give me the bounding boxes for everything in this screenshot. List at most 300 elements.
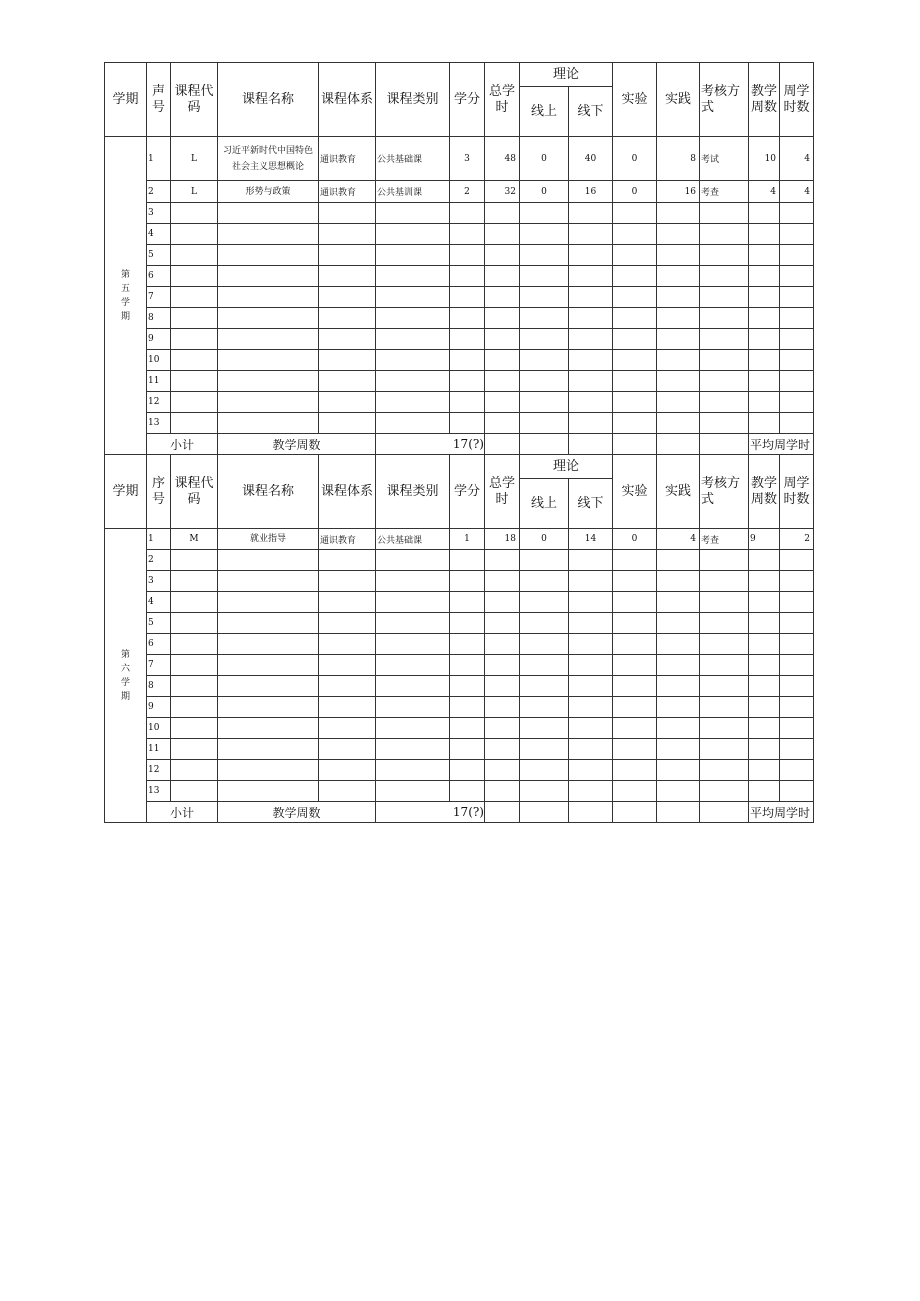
summary-empty-cell	[569, 802, 613, 823]
teaching-weeks	[749, 571, 780, 592]
teaching-weeks	[749, 203, 780, 224]
course-code	[171, 371, 218, 392]
assessment	[700, 392, 749, 413]
course-category	[376, 203, 450, 224]
header-practice	[657, 455, 700, 529]
weekly-hours	[780, 203, 814, 224]
course-category	[376, 413, 450, 434]
header-credit: 学分	[450, 63, 485, 137]
row-number: 11	[147, 739, 171, 760]
course-system	[319, 613, 376, 634]
offline-hours	[569, 739, 613, 760]
practice-hours	[657, 718, 700, 739]
term-label-char: 学	[120, 677, 130, 688]
assessment	[700, 550, 749, 571]
avg-weekly-hours-label: 平均周学时	[749, 434, 814, 455]
practice-hours	[657, 392, 700, 413]
table-row	[105, 760, 814, 781]
header-seq-part: 序	[151, 475, 165, 491]
assessment	[700, 371, 749, 392]
total-hours	[485, 655, 520, 676]
online-hours	[520, 203, 569, 224]
course-code	[171, 760, 218, 781]
experiment-hours	[613, 350, 657, 371]
credit: 1	[450, 529, 485, 550]
course-name	[218, 413, 319, 434]
teaching-weeks	[749, 308, 780, 329]
total-hours	[485, 413, 520, 434]
header-course-system: 课程体系	[319, 63, 376, 137]
total-hours	[485, 697, 520, 718]
practice-hours	[657, 266, 700, 287]
assessment	[700, 329, 749, 350]
header-assessment-part: 式	[701, 99, 715, 115]
online-hours	[520, 739, 569, 760]
experiment-hours	[613, 308, 657, 329]
summary-row	[105, 802, 814, 823]
experiment-hours	[613, 739, 657, 760]
offline-hours	[569, 676, 613, 697]
course-category	[376, 371, 450, 392]
teaching-weeks	[749, 224, 780, 245]
credit	[450, 676, 485, 697]
offline-hours	[569, 308, 613, 329]
total-hours: 48	[485, 137, 520, 181]
course-category: 公共基训课	[376, 181, 450, 203]
practice-hours	[657, 245, 700, 266]
header-course-system: 课程体系	[319, 455, 376, 529]
experiment-hours	[613, 329, 657, 350]
header-weekly-hours-part: 学	[796, 475, 810, 491]
header-seq-part: 号	[151, 99, 165, 115]
credit	[450, 350, 485, 371]
experiment-hours	[613, 781, 657, 802]
course-name	[218, 287, 319, 308]
weekly-hours	[780, 350, 814, 371]
course-code	[171, 350, 218, 371]
total-hours	[485, 571, 520, 592]
assessment: 考查	[700, 529, 749, 550]
course-name	[218, 739, 319, 760]
total-hours	[485, 350, 520, 371]
course-code	[171, 739, 218, 760]
weekly-hours: 4	[780, 181, 814, 203]
assessment	[700, 676, 749, 697]
course-code: L	[171, 137, 218, 181]
header-weekly-hours	[780, 63, 814, 137]
row-number: 10	[147, 350, 171, 371]
table-row	[105, 697, 814, 718]
credit	[450, 550, 485, 571]
header-course-category: 课程类别	[376, 63, 450, 137]
assessment	[700, 224, 749, 245]
course-name	[218, 592, 319, 613]
table-row	[105, 137, 814, 181]
header-practice-part: 践	[678, 483, 692, 499]
table-row	[105, 287, 814, 308]
header-total-hours-part: 时	[495, 99, 509, 115]
header-course-code-part: 码	[187, 491, 201, 507]
course-system	[319, 634, 376, 655]
table-row	[105, 203, 814, 224]
assessment	[700, 781, 749, 802]
avg-weekly-hours-label: 平均周学时	[749, 802, 814, 823]
practice-hours	[657, 655, 700, 676]
course-plan-sheet	[104, 62, 814, 823]
total-hours	[485, 329, 520, 350]
online-hours	[520, 697, 569, 718]
weekly-hours	[780, 266, 814, 287]
row-number: 13	[147, 781, 171, 802]
header-offline: 线下	[569, 87, 613, 137]
practice-hours: 16	[657, 181, 700, 203]
online-hours	[520, 392, 569, 413]
teaching-weeks: 10	[749, 137, 780, 181]
offline-hours	[569, 329, 613, 350]
header-term-part: 期	[125, 91, 139, 107]
practice-hours	[657, 550, 700, 571]
course-category	[376, 760, 450, 781]
header-assessment	[700, 63, 749, 137]
header-weekly-hours-part: 周	[783, 475, 797, 491]
teaching-weeks: 4	[749, 181, 780, 203]
course-code	[171, 308, 218, 329]
offline-hours	[569, 592, 613, 613]
row-number: 11	[147, 371, 171, 392]
online-hours	[520, 676, 569, 697]
course-plan-table	[104, 62, 814, 823]
online-hours	[520, 266, 569, 287]
table-row	[105, 308, 814, 329]
experiment-hours	[613, 266, 657, 287]
credit	[450, 592, 485, 613]
summary-empty-cell	[613, 802, 657, 823]
summary-empty-cell	[520, 802, 569, 823]
row-number: 12	[147, 392, 171, 413]
weekly-hours: 4	[780, 137, 814, 181]
summary-empty-cell	[485, 434, 520, 455]
experiment-hours: 0	[613, 137, 657, 181]
assessment: 考试	[700, 137, 749, 181]
teaching-weeks	[749, 550, 780, 571]
header-seq-part: 声	[151, 83, 165, 99]
offline-hours	[569, 413, 613, 434]
course-name	[218, 655, 319, 676]
assessment	[700, 413, 749, 434]
weekly-hours: 2	[780, 529, 814, 550]
row-number: 1	[147, 529, 171, 550]
total-hours	[485, 718, 520, 739]
credit	[450, 739, 485, 760]
course-code	[171, 287, 218, 308]
course-system	[319, 697, 376, 718]
course-name	[218, 613, 319, 634]
practice-hours	[657, 697, 700, 718]
credit	[450, 655, 485, 676]
row-number: 12	[147, 760, 171, 781]
header-weekly-hours-part: 数	[796, 99, 810, 115]
course-name	[218, 697, 319, 718]
table-row	[105, 245, 814, 266]
term-label-char: 六	[120, 663, 130, 674]
teaching-weeks	[749, 350, 780, 371]
course-code	[171, 203, 218, 224]
header-total-hours-part: 学	[502, 475, 516, 491]
credit	[450, 203, 485, 224]
credit	[450, 781, 485, 802]
course-system	[319, 350, 376, 371]
course-code	[171, 697, 218, 718]
table-row	[105, 592, 814, 613]
course-category	[376, 287, 450, 308]
credit	[450, 760, 485, 781]
course-system	[319, 571, 376, 592]
summary-empty-cell	[657, 802, 700, 823]
table-row	[105, 529, 814, 550]
course-system	[319, 329, 376, 350]
course-name	[218, 392, 319, 413]
row-number: 9	[147, 697, 171, 718]
online-hours	[520, 571, 569, 592]
course-system	[319, 781, 376, 802]
header-teaching-weeks-part: 教	[751, 83, 765, 99]
assessment	[700, 697, 749, 718]
experiment-hours	[613, 634, 657, 655]
total-hours	[485, 224, 520, 245]
summary-empty-cell	[485, 802, 520, 823]
row-number: 8	[147, 308, 171, 329]
table-row	[105, 266, 814, 287]
credit	[450, 245, 485, 266]
header-weekly-hours-part: 数	[796, 491, 810, 507]
course-code	[171, 592, 218, 613]
credit	[450, 224, 485, 245]
teaching-weeks	[749, 413, 780, 434]
course-system: 通识教育	[319, 529, 376, 550]
header-seq-part: 号	[151, 491, 165, 507]
header-online: 线上	[520, 87, 569, 137]
teaching-weeks	[749, 760, 780, 781]
summary-empty-cell	[613, 434, 657, 455]
course-category	[376, 739, 450, 760]
course-code	[171, 571, 218, 592]
header-term-part: 学	[112, 91, 126, 107]
header-credit-part: 分	[467, 483, 481, 499]
header-offline: 线下	[569, 479, 613, 529]
summary-empty-cell	[657, 434, 700, 455]
summary-row	[105, 434, 814, 455]
row-number: 13	[147, 413, 171, 434]
table-row	[105, 676, 814, 697]
practice-hours	[657, 203, 700, 224]
practice-hours	[657, 571, 700, 592]
row-number: 4	[147, 224, 171, 245]
header-teaching-weeks-part: 学	[764, 475, 778, 491]
course-name	[218, 224, 319, 245]
teaching-weeks	[749, 676, 780, 697]
offline-hours	[569, 550, 613, 571]
total-hours	[485, 245, 520, 266]
course-name: 形势与政策	[218, 181, 319, 203]
header-teaching-weeks-part: 周	[751, 99, 765, 115]
online-hours	[520, 550, 569, 571]
header-weekly-hours-part: 时	[783, 99, 797, 115]
total-hours	[485, 739, 520, 760]
credit: 2	[450, 181, 485, 203]
weekly-hours	[780, 781, 814, 802]
assessment	[700, 245, 749, 266]
course-code: L	[171, 181, 218, 203]
teaching-weeks-value: 17(?)	[376, 434, 485, 455]
row-number: 4	[147, 592, 171, 613]
header-row	[105, 455, 814, 479]
row-number: 9	[147, 329, 171, 350]
table-row	[105, 571, 814, 592]
experiment-hours	[613, 203, 657, 224]
offline-hours: 14	[569, 529, 613, 550]
header-row	[105, 63, 814, 87]
table-row	[105, 329, 814, 350]
course-name	[218, 308, 319, 329]
course-system	[319, 392, 376, 413]
assessment: 考查	[700, 181, 749, 203]
header-assessment-part: 式	[701, 491, 715, 507]
course-category	[376, 350, 450, 371]
course-name	[218, 266, 319, 287]
experiment-hours: 0	[613, 181, 657, 203]
assessment	[700, 739, 749, 760]
total-hours	[485, 760, 520, 781]
table-row	[105, 224, 814, 245]
course-name	[218, 371, 319, 392]
online-hours: 0	[520, 529, 569, 550]
offline-hours	[569, 781, 613, 802]
teaching-weeks	[749, 697, 780, 718]
course-name	[218, 634, 319, 655]
weekly-hours	[780, 308, 814, 329]
header-course-code-part: 课程代	[174, 83, 214, 99]
practice-hours	[657, 613, 700, 634]
teaching-weeks	[749, 392, 780, 413]
assessment	[700, 287, 749, 308]
credit	[450, 392, 485, 413]
header-total-hours-part: 总	[488, 83, 502, 99]
table-row	[105, 392, 814, 413]
header-term	[105, 455, 147, 529]
course-system: 通识教育	[319, 137, 376, 181]
header-credit	[450, 455, 485, 529]
total-hours: 18	[485, 529, 520, 550]
course-name	[218, 203, 319, 224]
assessment	[700, 308, 749, 329]
teaching-weeks	[749, 634, 780, 655]
teaching-weeks-value: 17(?)	[376, 802, 485, 823]
experiment-hours	[613, 592, 657, 613]
course-category	[376, 697, 450, 718]
experiment-hours	[613, 371, 657, 392]
weekly-hours	[780, 718, 814, 739]
online-hours	[520, 413, 569, 434]
online-hours	[520, 245, 569, 266]
row-number: 1	[147, 137, 171, 181]
weekly-hours	[780, 739, 814, 760]
course-code	[171, 329, 218, 350]
row-number: 8	[147, 676, 171, 697]
practice-hours	[657, 224, 700, 245]
teaching-weeks	[749, 613, 780, 634]
weekly-hours	[780, 592, 814, 613]
weekly-hours	[780, 287, 814, 308]
experiment-hours	[613, 760, 657, 781]
table-row	[105, 550, 814, 571]
total-hours	[485, 550, 520, 571]
assessment	[700, 203, 749, 224]
course-code	[171, 392, 218, 413]
experiment-hours	[613, 224, 657, 245]
practice-hours	[657, 308, 700, 329]
summary-empty-cell	[569, 434, 613, 455]
online-hours	[520, 760, 569, 781]
course-category	[376, 329, 450, 350]
experiment-hours	[613, 392, 657, 413]
assessment	[700, 266, 749, 287]
online-hours	[520, 592, 569, 613]
total-hours	[485, 634, 520, 655]
weekly-hours	[780, 760, 814, 781]
assessment	[700, 718, 749, 739]
offline-hours	[569, 760, 613, 781]
row-number: 5	[147, 245, 171, 266]
row-number: 6	[147, 266, 171, 287]
offline-hours	[569, 718, 613, 739]
term-label-char: 第	[120, 649, 130, 660]
course-code: M	[171, 529, 218, 550]
weekly-hours	[780, 224, 814, 245]
experiment-hours	[613, 676, 657, 697]
course-system	[319, 592, 376, 613]
experiment-hours	[613, 245, 657, 266]
credit	[450, 413, 485, 434]
header-course-category: 课程类别	[376, 455, 450, 529]
practice-hours	[657, 329, 700, 350]
course-system	[319, 655, 376, 676]
course-name: 就业指导	[218, 529, 319, 550]
header-experiment: 实验	[613, 63, 657, 137]
total-hours: 32	[485, 181, 520, 203]
weekly-hours	[780, 634, 814, 655]
header-seq	[147, 455, 171, 529]
header-assessment-part: 考核方	[701, 83, 741, 99]
header-weekly-hours-part: 时	[783, 491, 797, 507]
practice-hours	[657, 592, 700, 613]
header-course-name: 课程名称	[218, 63, 319, 137]
offline-hours	[569, 266, 613, 287]
course-name	[218, 718, 319, 739]
header-weekly-hours	[780, 455, 814, 529]
header-term-part: 学	[112, 483, 126, 499]
header-seq	[147, 63, 171, 137]
teaching-weeks	[749, 739, 780, 760]
course-system	[319, 676, 376, 697]
course-system	[319, 550, 376, 571]
total-hours	[485, 287, 520, 308]
row-number: 5	[147, 613, 171, 634]
term-label-char: 期	[120, 691, 130, 702]
teaching-weeks-label: 教学周数	[218, 434, 376, 455]
weekly-hours	[780, 571, 814, 592]
teaching-weeks	[749, 371, 780, 392]
experiment-hours	[613, 613, 657, 634]
